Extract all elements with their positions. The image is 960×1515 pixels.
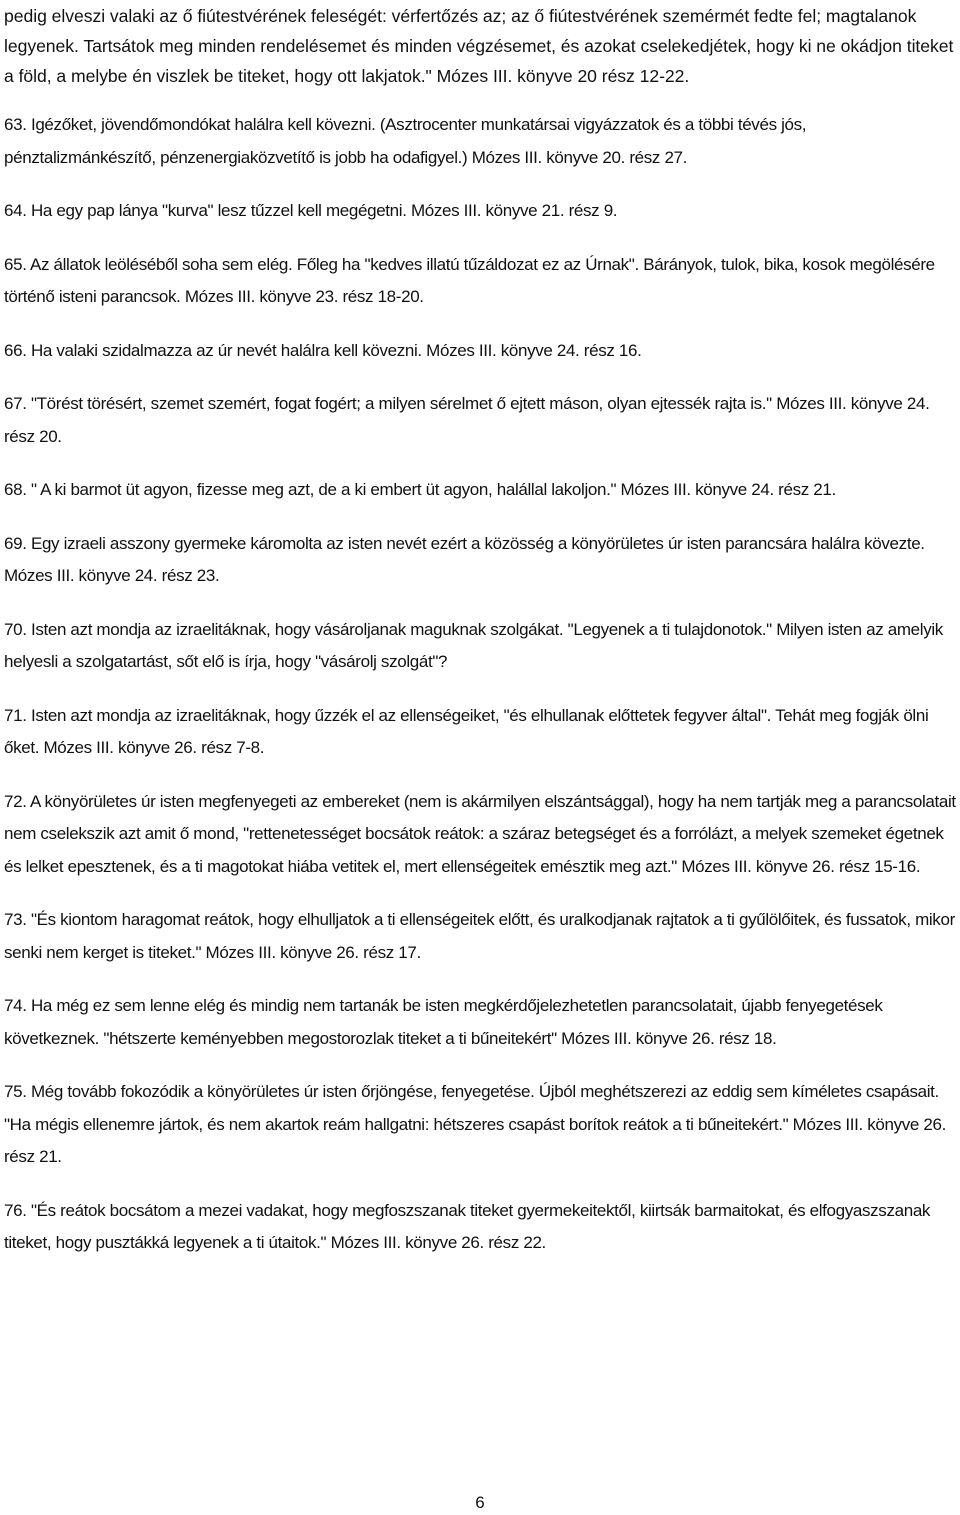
list-item-72: 72. A könyörületes úr isten megfenyegeti az embereket (nem is akármilyen elszántsággal), hogy ha nem tartják meg a parancsolatait nem cselekszik azt amit ő mond, "rettenetességet bocsátok reátok: a száraz betegséget és a forrólázt, a melyek szemeket égetnek és lelket epesztenek, és a ti magotokat hiába vetitek el, mert ellenségeitek emésztik meg azt." Mózes III. könyve 26. rész 15-16.: [4, 791, 956, 876]
list-item-73: 73. "És kiontom haragomat reátok, hogy elhulljatok a ti ellenségeitek előtt, és uralkodjanak rajtatok a ti gyűlölőitek, és fussatok, mikor senki nem kerget is titeket." Mózes III. könyve 26. rész 17.: [4, 910, 955, 962]
list-item-65: 65. Az állatok leöléséből soha sem elég. Főleg ha "kedves illatú tűzáldozat ez az Úrnak". Bárányok, tulok, bika, kosok megölésére történő isteni parancsok. Mózes III. könyve 23. rész 18-20.: [4, 254, 935, 306]
list-item-74: 74. Ha még ez sem lenne elég és mindig nem tartanák be isten megkérdőjelezhetetlen parancsolatait, újabb fenyegetések következnek. "hétszerte keményebben megostorozlak titeket a ti bűneitekért" Mózes III. könyve 26. rész 18.: [4, 996, 883, 1048]
list-item-71: 71. Isten azt mondja az izraelitáknak, hogy űzzék el az ellenségeiket, "és elhullanak előttetek fegyver által". Tehát meg fogják ölni őket. Mózes III. könyve 26. rész 7-8.: [4, 705, 929, 757]
list-item-76: 76. "És reátok bocsátom a mezei vadakat, hogy megfoszszanak titeket gyermekeitektől, kiirtsák barmaitokat, és elfogyaszszanak titeket, hogy pusztákká legyenek a ti útaitok." Mózes III. könyve 26. rész 22.: [4, 1200, 931, 1252]
list-item-75: 75. Még tovább fokozódik a könyörületes úr isten őrjöngése, fenyegetése. Újból meghétszerezi az eddig sem kíméletes csapásait. "Ha mégis ellenemre jártok, és nem akartok reám hallgatni: hétszeres csapást borítok reátok a ti bűneitekért." Mózes III. könyve 26. rész 21.: [4, 1082, 946, 1166]
list-item-69: 69. Egy izraeli asszony gyermeke káromolta az isten nevét ezért a közösség a könyörületes úr isten parancsára halálra kövezte. Mózes III. könyve 24. rész 23.: [4, 533, 925, 585]
list-item-70: 70. Isten azt mondja az izraelitáknak, hogy vásároljanak maguknak szolgákat. "Legyenek a ti tulajdonotok." Milyen isten az amelyik helyesli a szolgatartást, sőt elő is írja, hogy "vásárolj szolgát"?: [4, 619, 943, 671]
list-item-67: 67. "Törést törésért, szemet szemért, fogat fogért; a milyen sérelmet ő ejtett máson, olyan ejtessék rajta is." Mózes III. könyve 24. rész 20.: [4, 394, 930, 446]
list-item-63: 63. Igézőket, jövendőmondókat halálra kell kövezni. (Asztrocenter munkatársai vigyázzatok és a többi tévés jós, pénztalizmánkészítő, pénzenergiaközvetítő is jobb ha odafigyel.) Mózes III. könyve 20. rész 27.: [4, 115, 807, 167]
page-number: 6: [475, 1493, 485, 1512]
list-item-68: 68. " A ki barmot üt agyon, fizesse meg azt, de a ki embert üt agyon, halállal lakoljon." Mózes III. könyve 24. rész 21.: [4, 480, 836, 499]
list-item-64: 64. Ha egy pap lánya "kurva" lesz tűzzel kell megégetni. Mózes III. könyve 21. rész 9.: [4, 201, 618, 220]
list-item-66: 66. Ha valaki szidalmazza az úr nevét halálra kell kövezni. Mózes III. könyve 24. rész 16.: [4, 340, 642, 360]
intro-paragraph: pedig elveszi valaki az ő fiútestvérének feleségét: vérfertőzés az; az ő fiútestvérének szemérmét fedte fel; magtalanok legyenek. Tartsátok meg minden rendelésemet és minden végzésemet, és azokat cselekedjétek, hogy ki ne okádjon titeket a föld, a melybe én viszlek be titeket, hogy ott lakjatok." Mózes III. könyve 20 rész 12-22.: [4, 6, 954, 86]
